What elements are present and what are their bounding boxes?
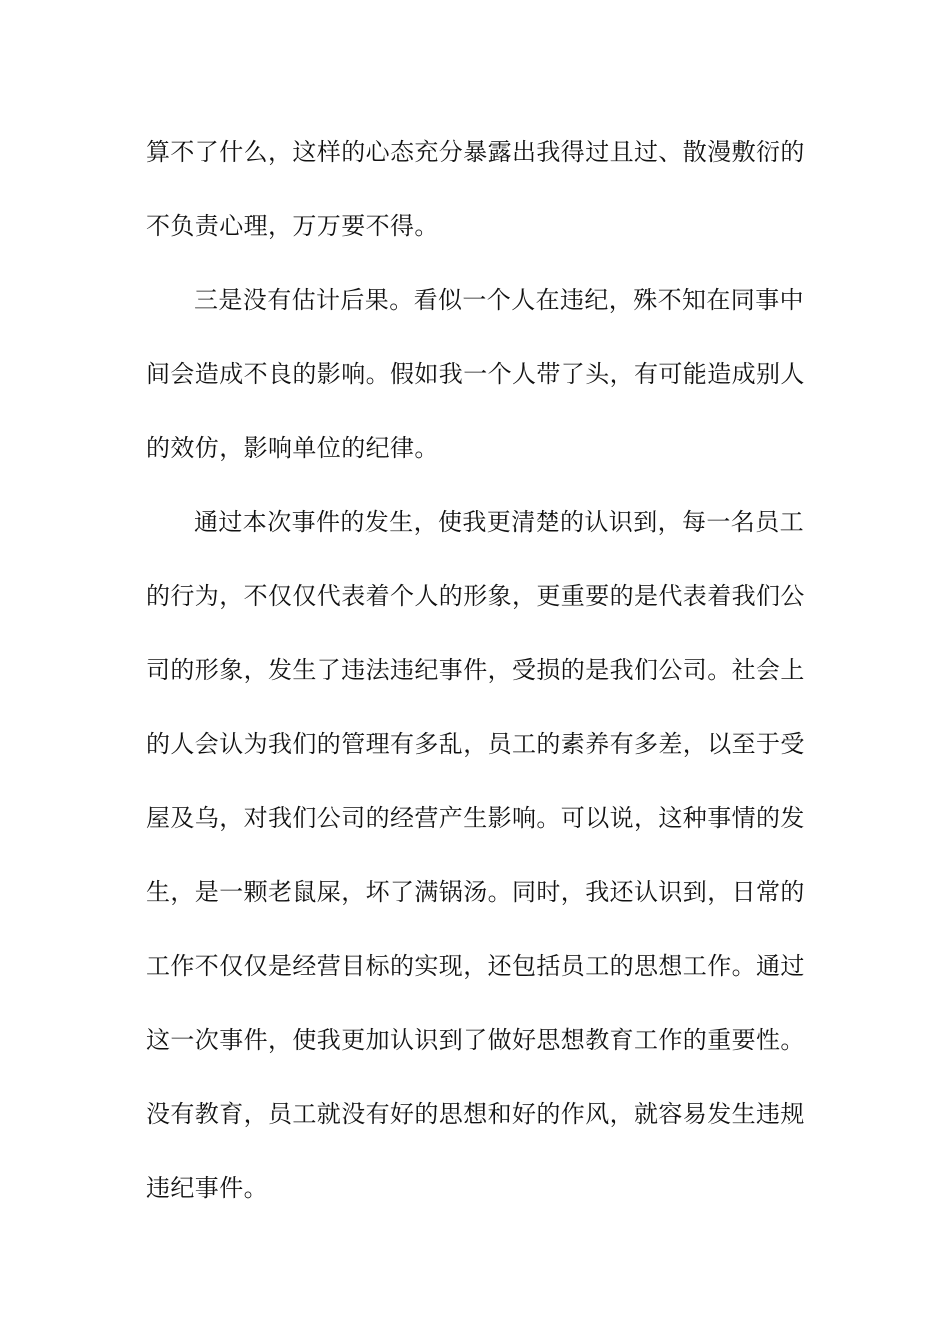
text-line: 间会造成不良的影响。假如我一个人带了头，有可能造成别人 [146,360,805,388]
text-line: 生，是一颗老鼠屎，坏了满锅汤。同时，我还认识到，日常的 [146,878,805,906]
text-line: 不负责心理，万万要不得。 [146,212,439,240]
text-line: 的效仿，影响单位的纪律。 [146,434,439,462]
text-line: 屋及乌，对我们公司的经营产生影响。可以说，这种事情的发 [146,804,805,832]
paragraph-first-line: 三是没有估计后果。看似一个人在违纪，殊不知在同事中 [194,286,804,314]
text-line: 违纪事件。 [146,1174,268,1202]
text-line: 没有教育，员工就没有好的思想和好的作风，就容易发生违规 [146,1100,805,1128]
text-line: 的行为，不仅仅代表着个人的形象，更重要的是代表着我们公 [146,582,805,610]
text-line: 算不了什么，这样的心态充分暴露出我得过且过、散漫敷衍的 [146,138,805,166]
text-line: 司的形象，发生了违法违纪事件，受损的是我们公司。社会上 [146,656,805,684]
text-line: 这一次事件，使我更加认识到了做好思想教育工作的重要性。 [146,1026,805,1054]
text-line: 工作不仅仅是经营目标的实现，还包括员工的思想工作。通过 [146,952,805,980]
paragraph-first-line: 通过本次事件的发生，使我更清楚的认识到，每一名员工 [194,508,804,536]
text-line: 的人会认为我们的管理有多乱，员工的素养有多差，以至于受 [146,730,805,758]
